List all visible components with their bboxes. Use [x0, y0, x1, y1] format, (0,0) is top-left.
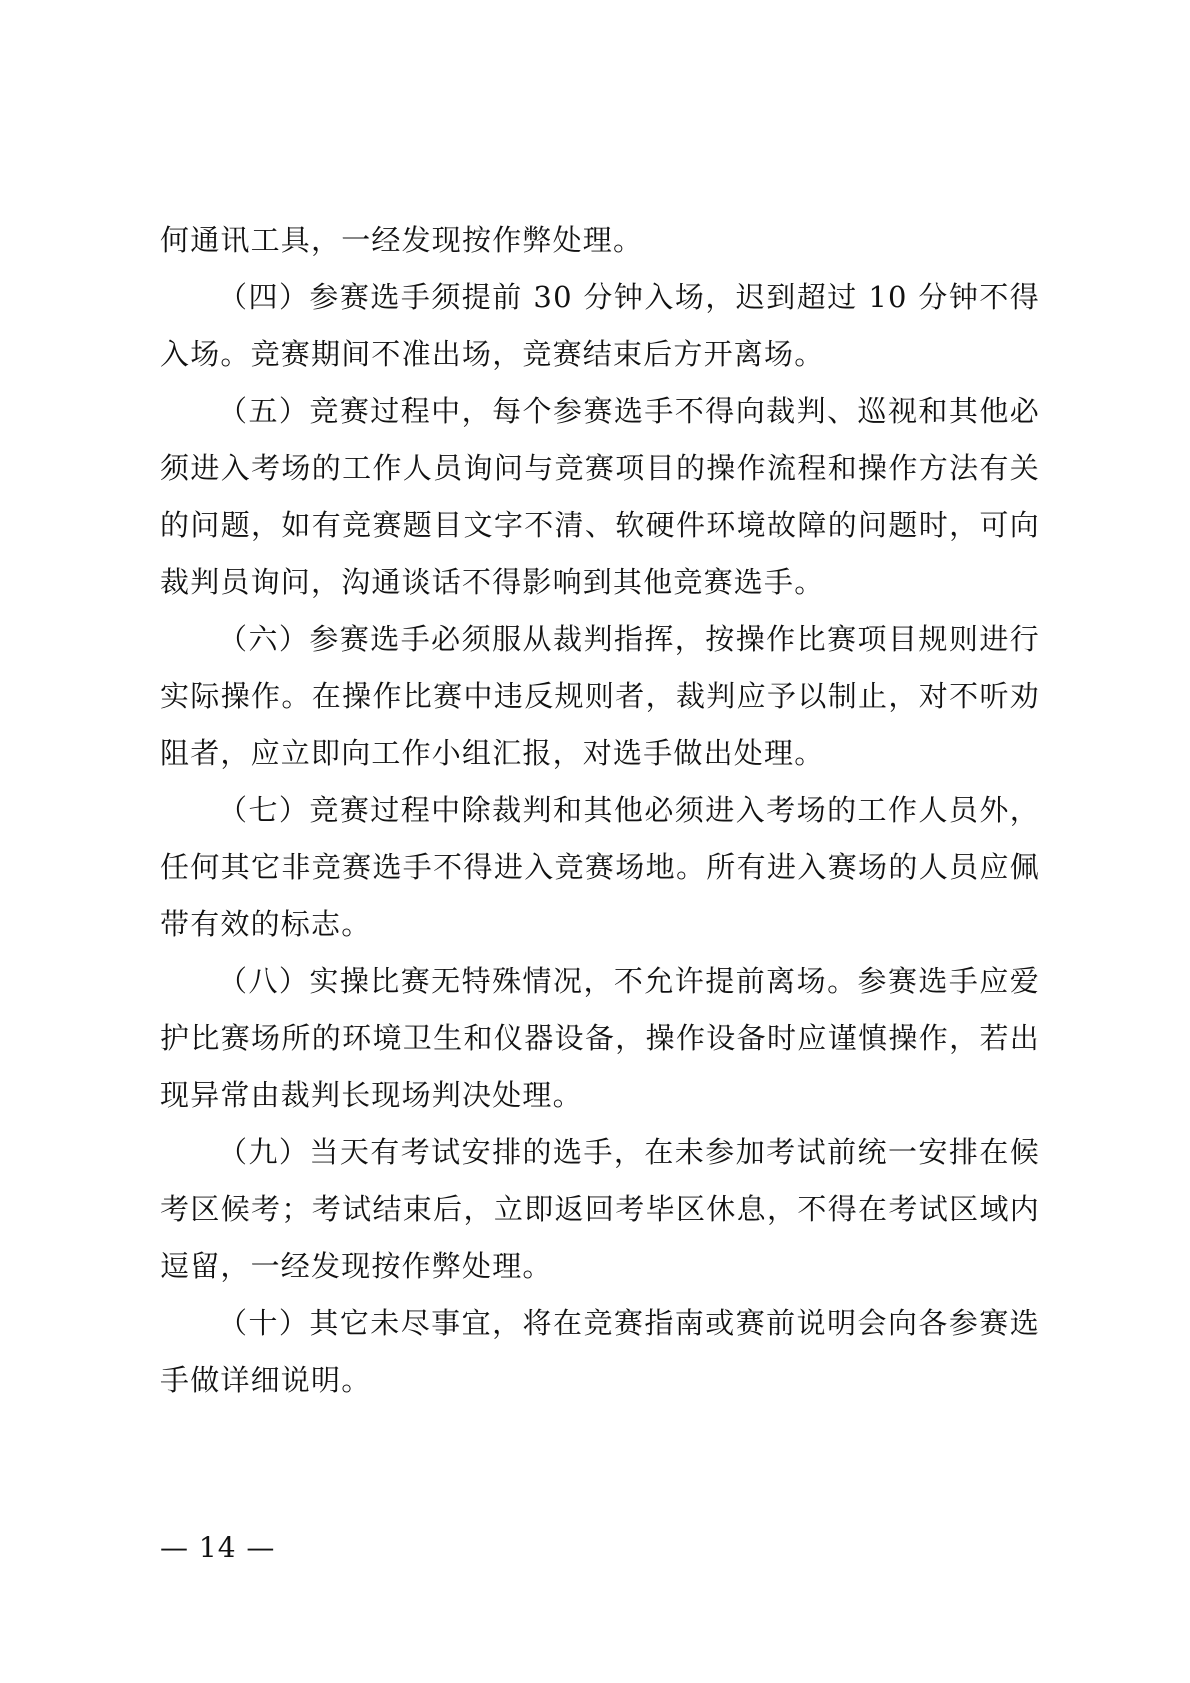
paragraph-continuation: 何通讯工具，一经发现按作弊处理。: [160, 223, 644, 257]
paragraph-item-9: （九）当天有考试安排的选手，在未参加考试前统一安排在候考区候考；考试结束后，立即返回考毕区休息，不得在考试区域内逗留，一经发现按作弊处理。: [160, 1135, 1040, 1283]
paragraph-item-10: （十）其它未尽事宜，将在竞赛指南或赛前说明会向各参赛选手做详细说明。: [160, 1306, 1040, 1397]
paragraph-item-8: （八）实操比赛无特殊情况，不允许提前离场。参赛选手应爱护比赛场所的环境卫生和仪器设备，操作设备时应谨慎操作，若出现异常由裁判长现场判决处理。: [160, 964, 1040, 1112]
paragraph-item-7: （七）竞赛过程中除裁判和其他必须进入考场的工作人员外，任何其它非竞赛选手不得进入竞赛场地。所有进入赛场的人员应佩带有效的标志。: [160, 793, 1040, 941]
paragraph-item-5: （五）竞赛过程中，每个参赛选手不得向裁判、巡视和其他必须进入考场的工作人员询问与竞赛项目的操作流程和操作方法有关的问题，如有竞赛题目文字不清、软硬件环境故障的问题时，可向裁判员询问，沟通谈话不得影响到其他竞赛选手。: [160, 394, 1040, 599]
paragraph-item-4: （四）参赛选手须提前 30 分钟入场，迟到超过 10 分钟不得入场。竞赛期间不准出场，竞赛结束后方开离场。: [160, 280, 1040, 371]
paragraph-item-6: （六）参赛选手必须服从裁判指挥，按操作比赛项目规则进行实际操作。在操作比赛中违反规则者，裁判应予以制止，对不听劝阻者，应立即向工作小组汇报，对选手做出处理。: [160, 622, 1040, 770]
page-number: — 14 —: [160, 1531, 276, 1564]
document-body: [160, 212, 1040, 1409]
